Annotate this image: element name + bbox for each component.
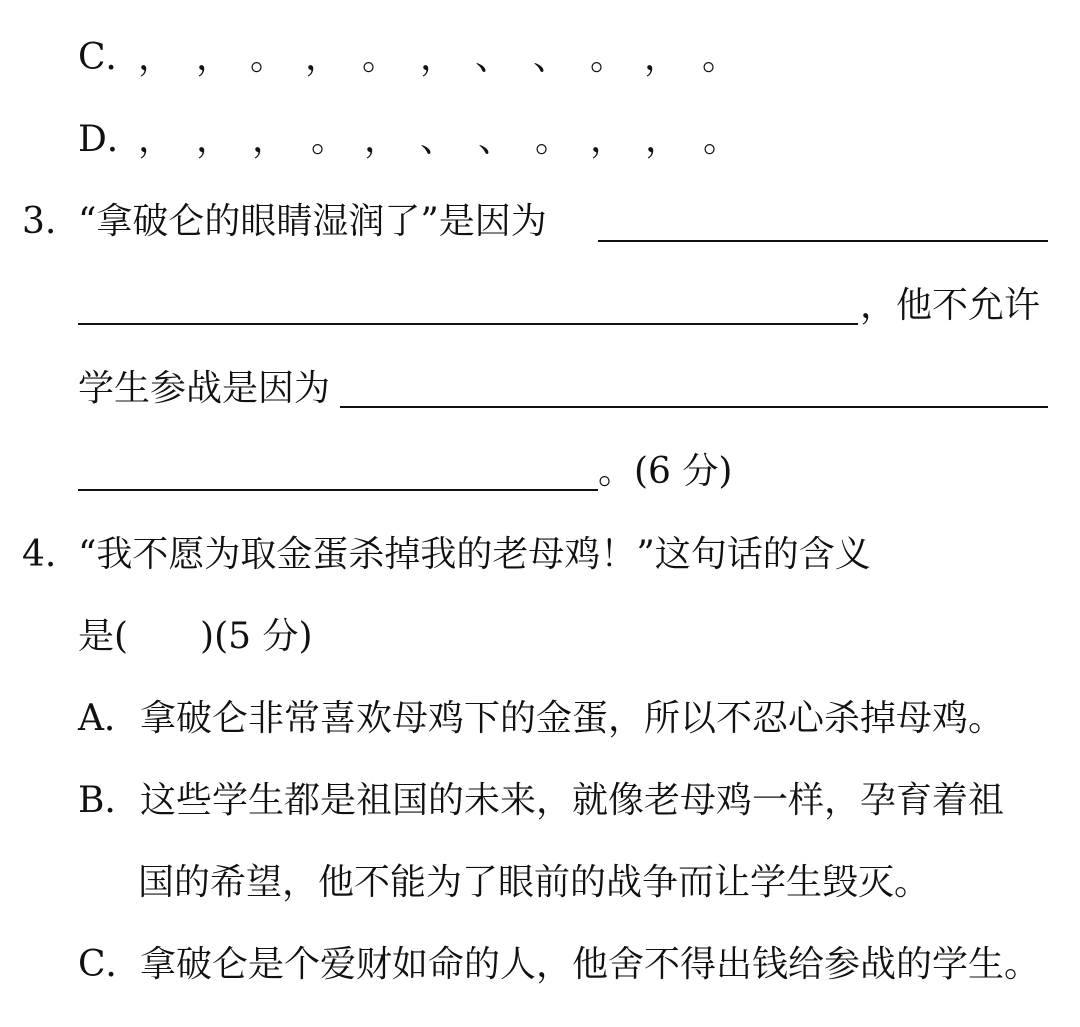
punct-mark: 、	[533, 37, 570, 78]
q4-option-a[interactable]	[0, 694, 1080, 744]
punct-mark: 。	[590, 37, 627, 78]
option-label: D．	[78, 119, 143, 160]
option-label: C．	[78, 944, 142, 985]
punct-mark: ，	[305, 37, 342, 78]
q4-line-1	[0, 530, 1080, 580]
punct-mark: ，	[364, 119, 401, 160]
question-prompt-cont: 是( )(5 分)	[78, 616, 313, 657]
answer-blank[interactable]	[598, 240, 1048, 242]
punct-mark: 、	[420, 119, 457, 160]
punct-mark: ，	[645, 119, 682, 160]
q4-option-c[interactable]	[0, 940, 1080, 990]
punct-mark: ，	[252, 119, 289, 160]
punct-mark: ，	[196, 119, 233, 160]
option-label: A．	[78, 698, 140, 739]
punct-mark: ，	[644, 37, 681, 78]
question-end-text: 。(6 分)	[598, 451, 733, 492]
question-prompt-2: 学生参战是因为	[78, 368, 331, 409]
punct-mark: ，	[138, 119, 175, 160]
answer-blank[interactable]	[340, 406, 1048, 408]
punct-mark: 、	[478, 119, 515, 160]
punct-mark: 。	[250, 37, 287, 78]
option-text: 这些学生都是祖国的未来，就像老母鸡一样，孕育着祖	[140, 780, 1005, 821]
q3-line-4	[0, 447, 1080, 497]
option-text: 国的希望，他不能为了眼前的战争而让学生毁灭。	[138, 862, 931, 903]
question-prompt: “拿破仑的眼睛湿润了”是因为	[78, 201, 547, 242]
q2-option-c	[0, 33, 1080, 83]
option-label: C．	[78, 37, 142, 78]
question-number: 4.	[22, 534, 57, 575]
option-label: B．	[78, 780, 141, 821]
q4-option-b[interactable]	[0, 776, 1080, 826]
q3-line-2	[0, 281, 1080, 331]
punct-mark: 、	[475, 37, 512, 78]
punct-mark: ，	[196, 37, 233, 78]
q4-option-b-cont	[0, 858, 1080, 908]
question-mid-text: ，他不允许	[860, 285, 1041, 326]
punct-mark: 。	[703, 119, 740, 160]
punct-mark: ，	[590, 119, 627, 160]
q2-option-d	[0, 115, 1080, 165]
question-prompt: “我不愿为取金蛋杀掉我的老母鸡！”这句话的含义	[78, 534, 871, 575]
punct-mark: 。	[362, 37, 399, 78]
option-text: 拿破仑是个爱财如命的人，他舍不得出钱给参战的学生。	[140, 944, 1041, 985]
question-number: 3.	[22, 201, 57, 242]
punct-mark: 。	[311, 119, 348, 160]
punct-mark: 。	[702, 37, 739, 78]
option-text: 拿破仑非常喜欢母鸡下的金蛋，所以不忍心杀掉母鸡。	[140, 698, 1005, 739]
punct-mark: ，	[420, 37, 457, 78]
q4-line-2	[0, 612, 1080, 662]
punct-mark: ，	[138, 37, 175, 78]
punct-mark: 。	[535, 119, 572, 160]
